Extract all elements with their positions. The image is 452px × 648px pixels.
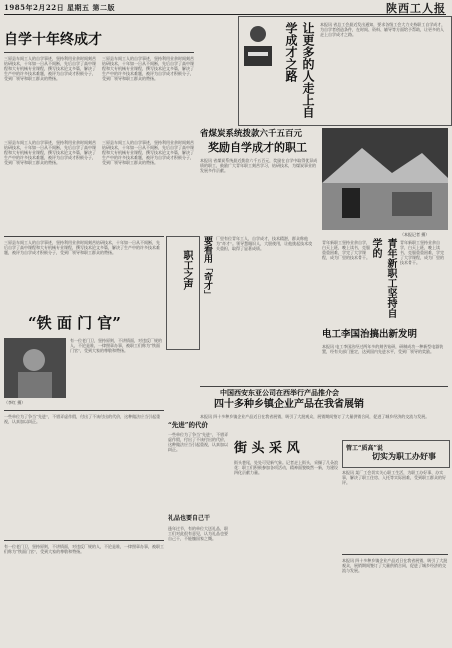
headline-friend: 切实为职工办好事 — [372, 451, 436, 461]
photo-portrait-icon — [4, 338, 66, 398]
divider — [342, 554, 448, 555]
headline-worker-voice: 职工之声 — [181, 250, 192, 290]
reader-figure-icon — [242, 22, 274, 70]
article-friend-body: 本报讯 某厂工会切实关心职工生活，为职工办好事、办实事，解决了职工住房、入托等实际困难，受到职工群众的好评。 — [342, 470, 446, 485]
article-decade-body-cont: 三原县车间工人的自学事迹，坚持利用业余时间刻苦钻研技术，十年如一日从不间断，先后自学了高中课程和大专机械专业课程，撰写技术论文多篇，解决了生产中的许多技术难题，被评为自学成才积极分子，受到厂领导和职工群众的赞扬。 — [4, 140, 96, 165]
article-youth-body: 青年新职工坚持业余自学，白天上班，晚上读书，克服重重困难，学完了大学课程，成为厂里的技术骨干。 — [322, 240, 370, 260]
article-left-mid-body: 三原县车间工人的自学事迹，坚持利用业余时间刻苦钻研技术，十年如一日从不间断，先后自学了高中课程和大专机械专业课程，撰写技术论文多篇，解决了生产中的许多技术难题，被评为自学成才积极分子，受到厂领导和职工群众的赞扬。 — [4, 240, 160, 255]
headline-self-study: 让更多的人走上自学成才之路 — [284, 22, 315, 118]
headline-tiemian: “铁 面 门 官” — [28, 314, 121, 332]
article-decade-body-cont2: 三原县车间工人的自学事迹，坚持利用业余时间刻苦钻研技术，十年如一日从不间断，先后自学了高中课程和大专机械专业课程，撰写技术论文多篇，解决了生产中的许多技术难题，被评为自学成才积极分子，受到厂领导和职工群众的赞扬。 — [102, 140, 194, 165]
article-decade-body-col2: 三原县车间工人的自学事迹，坚持利用业余时间刻苦钻研技术，十年如一日从不间断，先后自学了高中课程和大专机械专业课程，撰写技术论文多篇，解决了生产中的许多技术难题，被评为自学成才积极分子，受到厂领导和职工群众的赞扬。 — [102, 56, 194, 81]
headline-forty: 四十多种乡镇企业产品在我省展销 — [214, 399, 364, 410]
article-note-small-body: 逢年过节，有的单位大送礼品，职工们对此很有意见，认为礼品也要自己干，不能慷国家之慨。 — [168, 526, 228, 541]
article-zhang-body: 厂里有位青年工人，自学成才，技术精湛，群众称他为“奇才”。领导慧眼识人，大胆使用，让他挑起技术攻关重担，取得了显著成绩。 — [216, 236, 313, 251]
article-decade-body: 三原县车间工人的自学事迹，坚持利用业余时间刻苦钻研技术，十年如一日从不间断，先后自学了高中课程和大专机械专业课程，撰写技术论文多篇，解决了生产中的许多技术难题，被评为自学成才积极分子，受到厂领导和职工群众的赞扬。 — [4, 56, 96, 81]
divider — [4, 410, 164, 411]
divider — [200, 386, 448, 387]
headline-scene-left: “先进”的代价 — [168, 421, 208, 429]
headline-note-small: 礼品也要自己干 — [168, 515, 211, 522]
article-award-body: 本报讯 省煤炭系统最近拨款六千五百元，奖励在自学中取得优异成绩的职工，鼓励广大青年职工刻苦学习，钻研技术，为煤炭事业的发展多作贡献。 — [200, 158, 318, 173]
article-self-study-body: 本报讯 省总工会最近发出通知，要求各级工会大力支持职工自学成才，为自学者创造条件，在时间、资料、辅导等方面给予帮助，让更多的人走上自学成才之路。 — [320, 22, 446, 37]
article-youth-body-2: 青年新职工坚持业余自学，白天上班，晚上读书，克服重重困难，学完了大学课程，成为厂里的技术骨干。 — [400, 240, 444, 265]
headline-award-1: 省煤炭系统拨款六千五百元 — [200, 129, 303, 139]
article-left-lower-body: 一些单位为了争当“先进”，不惜弄虚作假，付出了不该付出的代价，这种做法应当引起重视，认真加以纠正。 — [4, 414, 161, 424]
headline-street: 街 头 采 风 — [234, 441, 300, 456]
article-right-bottom-body: 本报讯 四十多种乡镇企业产品近日在我省展销，吸引了大批观众，展销期间签订了大量供销合同，促进了城乡经济的交流与发展。 — [342, 558, 448, 573]
photo-scene-icon — [322, 128, 448, 230]
headline-youth: 青年新职工坚持自学的 — [370, 238, 396, 318]
article-scene-left-body: 一些单位为了争当“先进”，不惜弄虚作假，付出了不该付出的代价，这种做法应当引起重视，认真加以纠正。 — [168, 432, 229, 452]
headline-reform: 管工“质高”说 — [346, 445, 383, 452]
portrait-photo — [4, 338, 66, 398]
headline-decade: 自学十年终成才 — [4, 32, 102, 48]
figure-drawing — [242, 22, 274, 70]
article-invention-body: 本报讯 电工李国治经过两年多的刻苦钻研，研制成功一种新型电器装置，经有关部门鉴定，达到国内先进水平，受到厂领导的奖励。 — [322, 344, 444, 354]
article-tiemian-body: 有一位老门卫，坚持原则，不讲情面，对违反厂规的人，不论是谁，一律照章办事，被职工们称为“铁面门官”，受到大家的尊敬和赞扬。 — [70, 338, 162, 353]
divider — [4, 52, 194, 53]
article-left-bottom-body: 有一位老门卫，坚持原则，不讲情面，对违反厂规的人，不论是谁，一律照章办事，被职工们称为“铁面门官”，受到大家的尊敬和赞扬。 — [4, 544, 164, 554]
divider — [4, 540, 164, 541]
headline-invention: 电工李国治搞出新发明 — [322, 329, 418, 340]
article-street-body: 街头巷尾，处处可见新气象。记者走上街头，采撷了几朵浪花：职工们积极参加各项活动，精神面貌焕然一新，为建设四化贡献力量。 — [234, 460, 338, 475]
industrial-photo — [322, 128, 448, 230]
headline-conference: 中国西安东亚公司在西举行产品推介会 — [220, 388, 339, 397]
headline-zhang: 要看用「奇才」 — [202, 236, 212, 299]
date-line: 1985年2月22日 星期五 第二版 — [4, 3, 115, 12]
photo-caption-right: （本报记者 摄） — [400, 232, 430, 237]
masthead — [4, 2, 446, 15]
photo-caption-left: （李红 摄） — [4, 400, 26, 405]
divider — [4, 236, 164, 237]
headline-award-2: 奖励自学成才的职工 — [208, 141, 307, 154]
newspaper-name: 陕西工人报 — [386, 2, 446, 15]
article-conference-body: 本报讯 四十多种乡镇企业产品近日在我省展销，吸引了大批观众，展销期间签订了大量供销合同，促进了城乡经济的交流与发展。 — [200, 414, 430, 419]
